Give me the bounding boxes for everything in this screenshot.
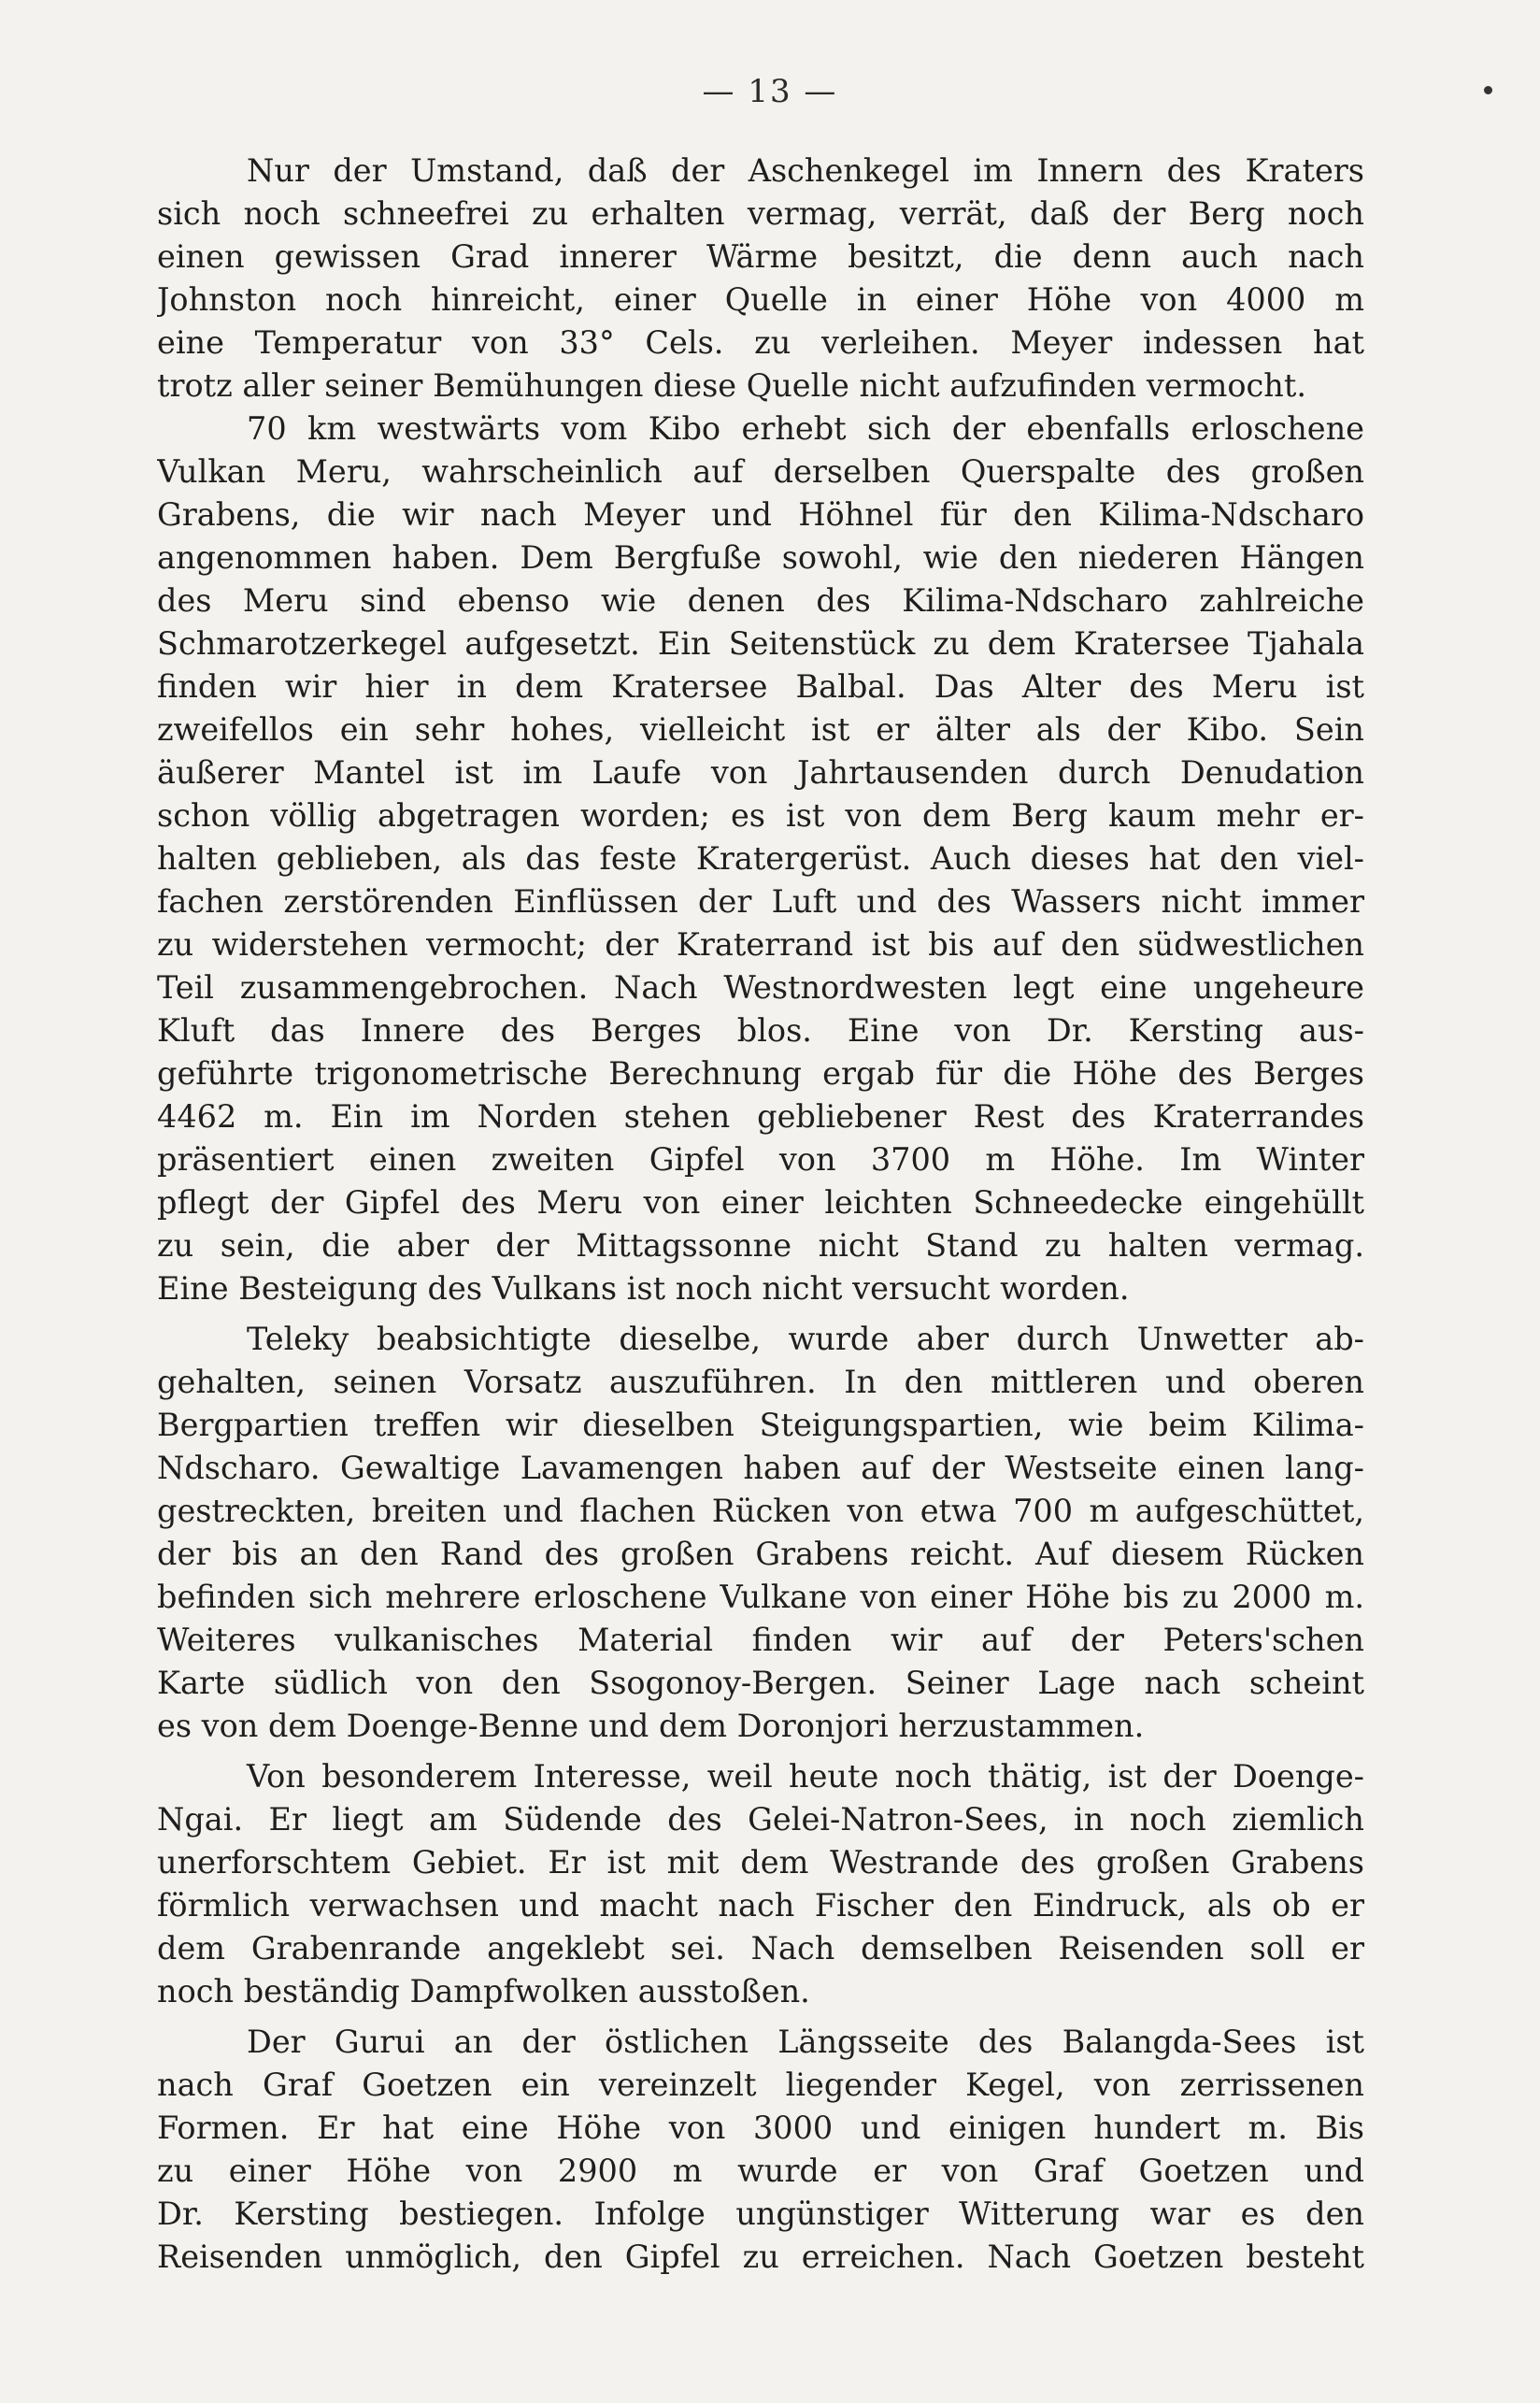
text-line: angenommen haben. Dem Bergfuße sowohl, wie den niederen Hängen [157, 539, 1364, 576]
paragraph-gap [157, 1748, 1364, 1755]
text-line: noch beständig Dampfwolken ausstoßen. [157, 1973, 810, 2010]
text-line: Kluft das Innere des Berges blos. Eine von Dr. Kersting aus- [157, 1012, 1364, 1049]
text-line: unerforschtem Gebiet. Er ist mit dem Westrande des großen Grabens [157, 1844, 1364, 1881]
text-line: präsentiert einen zweiten Gipfel von 3700 m Höhe. Im Winter [157, 1141, 1364, 1178]
text-line: sich noch schneefrei zu erhalten vermag, verrät, daß der Berg noch [157, 195, 1364, 232]
text-line: 4462 m. Ein im Norden stehen gebliebener Rest des Kraterrandes [157, 1098, 1364, 1135]
text-line: Karte südlich von den Ssogonoy-Bergen. Seiner Lage nach scheint [157, 1665, 1364, 1701]
text-line: Weiteres vulkanisches Material finden wir auf der Peters'schen [157, 1622, 1364, 1658]
text-line: zu sein, die aber der Mittagssonne nicht Stand zu halten vermag. [157, 1227, 1364, 1264]
paragraph-gap [157, 1310, 1364, 1318]
text-line: förmlich verwachsen und macht nach Fischer den Eindruck, als ob er [157, 1887, 1364, 1924]
paragraph-gap [157, 2013, 1364, 2021]
text-line: dem Grabenrande angeklebt sei. Nach demselben Reisenden soll er [157, 1930, 1364, 1967]
text-line: geführte trigonometrische Berechnung ergab für die Höhe des Berges [157, 1055, 1364, 1092]
text-line: Schmarotzerkegel aufgesetzt. Ein Seitenstück zu dem Kratersee Tjahala [157, 625, 1364, 662]
text-line: Johnston noch hinreicht, einer Quelle in einer Höhe von 4000 m [157, 281, 1364, 318]
text-line: des Meru sind ebenso wie denen des Kilima-Ndscharo zahlreiche [157, 582, 1364, 619]
text-line: pflegt der Gipfel des Meru von einer leichten Schneedecke eingehüllt [157, 1184, 1364, 1221]
text-line: trotz aller seiner Bemühungen diese Quelle nicht aufzufinden vermocht. [157, 367, 1306, 404]
text-line: zweifellos ein sehr hohes, vielleicht ist er älter als der Kibo. Sein [157, 711, 1364, 748]
text-line: einen gewissen Grad innerer Wärme besitzt, die denn auch nach [157, 238, 1364, 275]
text-line: Nur der Umstand, daß der Aschenkegel im Innern des Kraters [247, 152, 1364, 189]
text-line: äußerer Mantel ist im Laufe von Jahrtausenden durch Denudation [157, 754, 1364, 791]
text-line: Bergpartien treffen wir dieselben Steigungspartien, wie beim Kilima- [157, 1407, 1364, 1443]
text-line: Eine Besteigung des Vulkans ist noch nicht versucht worden. [157, 1270, 1130, 1307]
body-text [157, 150, 1364, 2279]
text-line: Ndscharo. Gewaltige Lavamengen haben auf der Westseite einen lang- [157, 1450, 1364, 1486]
text-line: Formen. Er hat eine Höhe von 3000 und einigen hundert m. Bis [157, 2110, 1364, 2146]
text-line: Reisenden unmöglich, den Gipfel zu erreichen. Nach Goetzen besteht [157, 2239, 1364, 2275]
text-line: Teil zusammengebrochen. Nach Westnordwesten legt eine ungeheure [157, 969, 1364, 1006]
ink-speck [1484, 86, 1492, 94]
text-line: zu widerstehen vermocht; der Kraterrand ist bis auf den südwestlichen [157, 926, 1364, 963]
text-line: finden wir hier in dem Kratersee Balbal. Das Alter des Meru ist [157, 668, 1364, 705]
text-line: Teleky beabsichtigte dieselbe, wurde aber durch Unwetter ab- [247, 1321, 1364, 1357]
text-line: 70 km westwärts vom Kibo erhebt sich der ebenfalls erloschene [247, 410, 1364, 447]
text-line: Ngai. Er liegt am Südende des Gelei-Natron-Sees, in noch ziemlich [157, 1801, 1364, 1838]
text-line: Grabens, die wir nach Meyer und Höhnel für den Kilima-Ndscharo [157, 496, 1364, 533]
text-line: gehalten, seinen Vorsatz auszuführen. In den mittleren und oberen [157, 1364, 1364, 1400]
text-line: halten geblieben, als das feste Kratergerüst. Auch dieses hat den viel- [157, 840, 1364, 877]
text-line: Der Gurui an der östlichen Längsseite des Balangda-Sees ist [247, 2024, 1364, 2060]
text-line: befinden sich mehrere erloschene Vulkane von einer Höhe bis zu 2000 m. [157, 1579, 1364, 1615]
text-line: nach Graf Goetzen ein vereinzelt liegender Kegel, von zerrissenen [157, 2067, 1364, 2103]
text-line: eine Temperatur von 33° Cels. zu verleihen. Meyer indessen hat [157, 324, 1364, 361]
text-line: fachen zerstörenden Einflüssen der Luft und des Wassers nicht immer [157, 883, 1364, 920]
text-line: gestreckten, breiten und flachen Rücken von etwa 700 m aufgeschüttet, [157, 1493, 1364, 1529]
page-number: — 13 — [702, 73, 838, 110]
text-line: es von dem Doenge-Benne und dem Doronjori herzustammen. [157, 1708, 1145, 1744]
text-line: Vulkan Meru, wahrscheinlich auf derselben Querspalte des großen [157, 453, 1364, 490]
text-line: zu einer Höhe von 2900 m wurde er von Graf Goetzen und [157, 2153, 1364, 2189]
text-line: Von besonderem Interesse, weil heute noch thätig, ist der Doenge- [247, 1758, 1364, 1795]
text-line: der bis an den Rand des großen Grabens reicht. Auf diesem Rücken [157, 1536, 1364, 1572]
text-line: Dr. Kersting bestiegen. Infolge ungünstiger Witterung war es den [157, 2196, 1364, 2232]
text-line: schon völlig abgetragen worden; es ist von dem Berg kaum mehr er- [157, 797, 1364, 834]
